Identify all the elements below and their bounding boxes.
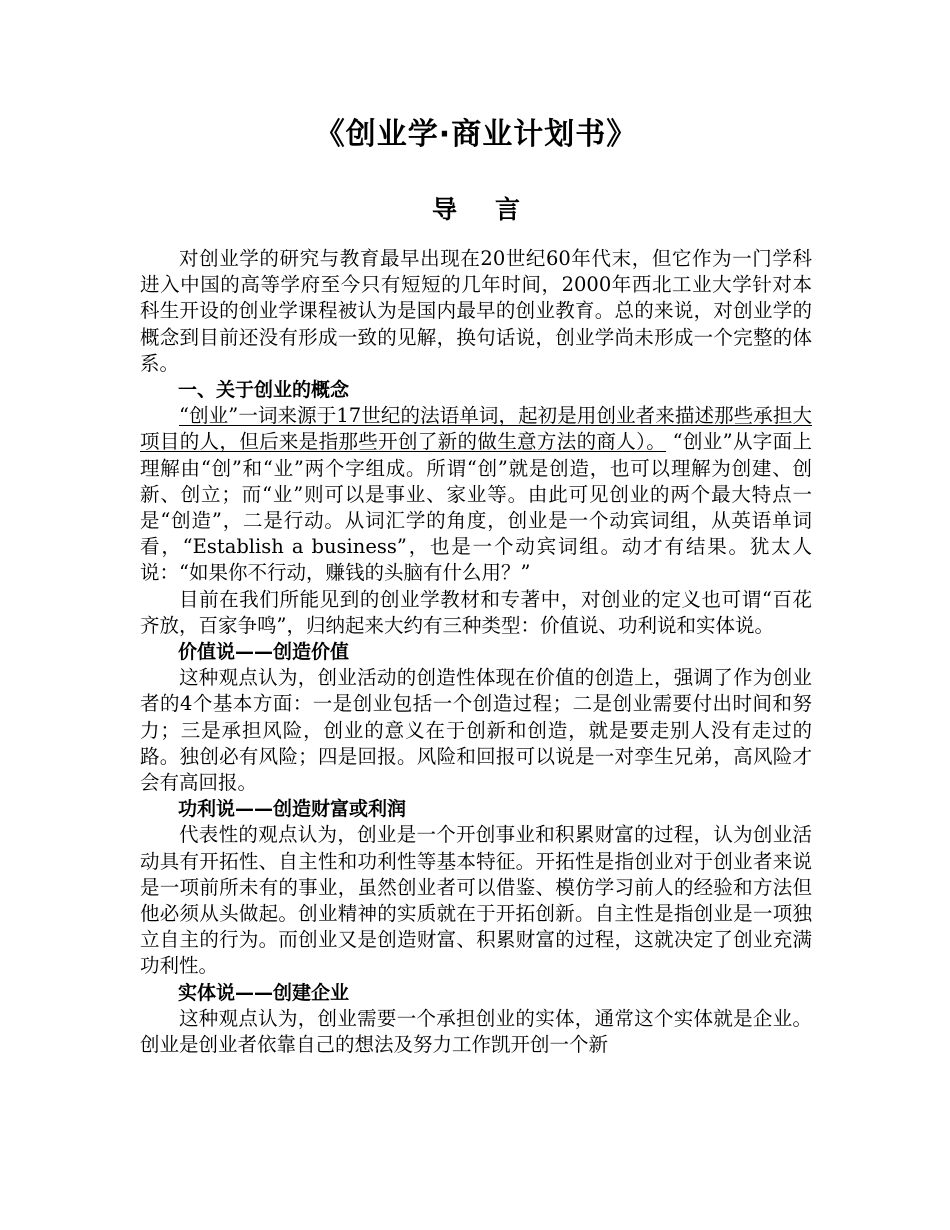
intro-paragraph: 对创业学的研究与教育最早出现在20世纪60年代末，但它作为一门学科进入中国的高等学府至今只有短短的几年时间，2000年西北工业大学针对本科生开设的创业学课程被认为是国内最早的创业教育。总的来说，对创业学的概念到目前还没有形成一致的见解，换句话说，创业学尚未形成一个完整的体系。: [140, 247, 812, 375]
section-title: 导言: [431, 195, 558, 224]
heading-concept: 一、关于创业的概念: [178, 379, 350, 402]
value-paragraph: 这种观点认为，创业活动的创造性体现在价值的创造上，强调了作为创业者的4个基本方面：一是创业包括一个创造过程；二是创业需要付出时间和努力；三是承担风险，创业的意义在于创新和创造，就是要走别人没有走过的路。独创必有风险；四是回报。风险和回报可以说是一对孪生兄弟，高风险才会有高回报。: [140, 666, 812, 795]
document-body: [140, 246, 812, 1058]
concept-underlined-text: “创业”一词来源于17世纪的法语单词，起初是用创业者来描述那些承担大项目的人，但后来是指那些开创了新的做生意方法的商人）。: [140, 404, 812, 454]
heading-value-theory: 价值说——创造价值: [178, 641, 350, 664]
concept-paragraph: [140, 403, 812, 586]
entity-paragraph: 这种观点认为，创业需要一个承担创业的实体，通常这个实体就是企业。创业是创业者依靠自己的想法及努力工作凯开创一个新: [140, 1006, 812, 1057]
concept-text: “创业”从字面上理解由“创”和“业”两个字组成。所谓“创”就是创造，也可以理解为创建、创新、创立；而“业”则可以是事业、家业等。由此可见创业的两个最大特点一是“创造”，二是行动。从词汇学的角度，创业是一个动宾词组，从英语单词看，“Establish a business”，也是一个动宾词组。动才有结果。犹太人说：“如果你不行动，赚钱的头脑有什么用？”: [140, 430, 812, 585]
utility-paragraph: 代表性的观点认为，创业是一个开创事业和积累财富的过程，认为创业活动具有开拓性、自主性和功利性等基本特征。开拓性是指创业对于创业者来说是一项前所未有的事业，虽然创业者可以借鉴、模仿学习前人的经验和方法但他必须从头做起。创业精神的实质就在于开拓创新。自主性是指创业是一项独立自主的行为。而创业又是创造财富、积累财富的过程，这就决定了创业充满功利性。: [140, 823, 812, 978]
heading-utility-theory: 功利说——创造财富或利润: [178, 798, 407, 821]
document-page: [140, 110, 812, 1058]
heading-entity-theory: 实体说——创建企业: [178, 981, 350, 1004]
definitions-paragraph: 目前在我们所能见到的创业学教材和专著中，对创业的定义也可谓“百花齐放，百家争鸣”，归纳起来大约有三种类型：价值说、功利说和实体说。: [140, 587, 812, 637]
document-title: 《创业学·商业计划书》: [314, 117, 638, 152]
